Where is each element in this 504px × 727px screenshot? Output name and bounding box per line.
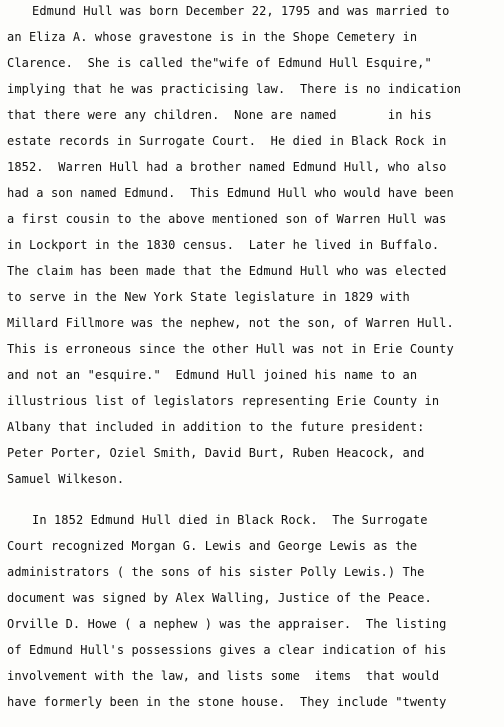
text-line: The claim has been made that the Edmund Hull who was elected bbox=[7, 264, 447, 278]
text-line: in Lockport in the 1830 census. Later he lived in Buffalo. bbox=[7, 238, 440, 252]
text-line: Orville D. Howe ( a nephew ) was the appraiser. The listing bbox=[7, 617, 447, 631]
text-line: document was signed by Alex Walling, Justice of the Peace. bbox=[7, 591, 432, 605]
text-line: an Eliza A. whose gravestone is in the Shope Cemetery in bbox=[7, 30, 418, 44]
text-line: of Edmund Hull's possessions gives a clear indication of his bbox=[7, 643, 447, 657]
text-line: administrators ( the sons of his sister Polly Lewis.) The bbox=[7, 565, 425, 579]
text-line: Clarence. She is called the"wife of Edmund Hull Esquire," bbox=[7, 56, 432, 70]
text-line: to serve in the New York State legislature in 1829 with bbox=[7, 290, 410, 304]
text-line: and not an "esquire." Edmund Hull joined his name to an bbox=[7, 368, 418, 382]
text-line: have formerly been in the stone house. They include "twenty bbox=[7, 695, 447, 709]
text-line: In 1852 Edmund Hull died in Black Rock. The Surrogate bbox=[32, 513, 428, 527]
text-line: involvement with the law, and lists some items that would bbox=[7, 669, 440, 683]
text-line: estate records in Surrogate Court. He died in Black Rock in bbox=[7, 134, 447, 148]
text-line: Peter Porter, Oziel Smith, David Burt, Ruben Heacock, and bbox=[7, 446, 425, 460]
text-line: Millard Fillmore was the nephew, not the son, of Warren Hull. bbox=[7, 316, 454, 330]
text-line: implying that he was practicising law. There is no indication bbox=[7, 82, 462, 96]
text-line: Court recognized Morgan G. Lewis and George Lewis as the bbox=[7, 539, 418, 553]
text-line: that there were any children. None are named in his bbox=[7, 108, 432, 122]
text-line: Samuel Wilkeson. bbox=[7, 472, 125, 486]
text-line: had a son named Edmund. This Edmund Hull who would have been bbox=[7, 186, 454, 200]
text-line: Albany that included in addition to the future president: bbox=[7, 420, 425, 434]
text-line: a first cousin to the above mentioned son of Warren Hull was bbox=[7, 212, 447, 226]
text-line: 1852. Warren Hull had a brother named Edmund Hull, who also bbox=[7, 160, 447, 174]
text-line: illustrious list of legislators representing Erie County in bbox=[7, 394, 440, 408]
text-line: This is erroneous since the other Hull was not in Erie County bbox=[7, 342, 454, 356]
text-line: Edmund Hull was born December 22, 1795 and was married to bbox=[32, 4, 450, 18]
